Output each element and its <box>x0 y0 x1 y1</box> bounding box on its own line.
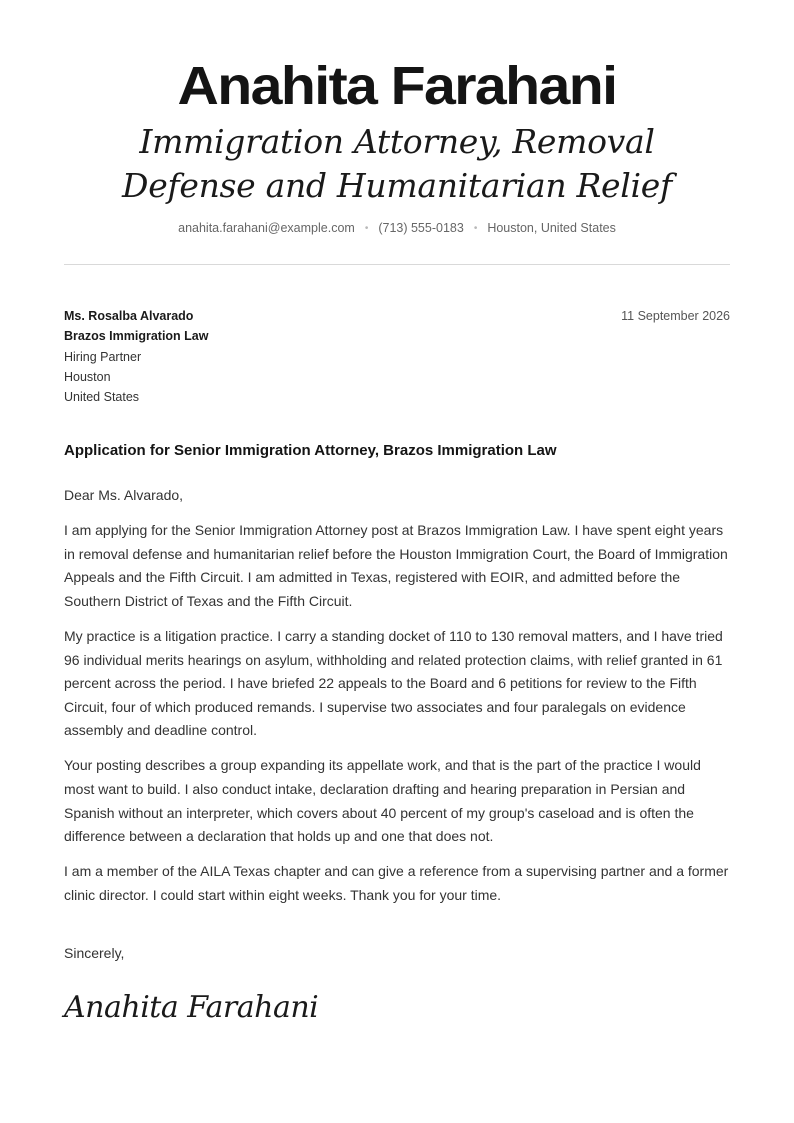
applicant-title: Immigration Attorney, Removal Defense and Humanitarian Relief <box>122 122 672 205</box>
body-paragraph: Your posting describes a group expanding its appellate work, and that is the part of the practice I would most want to build. I also conduct intake, declaration drafting and hearing preparation in Persian and Spanish without an interpreter, which covers about 40 percent of my group's caseload and is often the difference between a declaration that holds up and one that does not. <box>64 757 701 845</box>
signature: Anahita Farahani <box>64 990 319 1025</box>
letter-subject: Application for Senior Immigration Attorney, Brazos Immigration Law <box>64 442 557 459</box>
closing: Sincerely, <box>64 945 125 961</box>
contact-location: Houston, United States <box>487 221 616 235</box>
contact-line <box>0 221 794 235</box>
separator-dot: • <box>473 222 478 234</box>
letter-header <box>0 56 794 235</box>
header-divider <box>64 264 730 265</box>
recipient-city: Houston <box>64 369 111 384</box>
contact-phone[interactable]: (713) 555-0183 <box>378 221 464 235</box>
body-paragraph: I am applying for the Senior Immigration Attorney post at Brazos Immigration Law. I have spent eight years in removal defense and humanitarian relief before the Houston Immigration Court, the Board of Immigration Appeals and the Fifth Circuit. I am admitted in Texas, registered with EOIR, and admitted before the Southern District of Texas and the Fifth Circuit. <box>64 522 728 609</box>
body-paragraph: My practice is a litigation practice. I carry a standing docket of 110 to 130 removal matters, and I have tried 96 individual merits hearings on asylum, withholding and related protection claims, with relief granted in 61 percent across the period. I have briefed 22 appeals to the Board and 6 petitions for review to the Fifth Circuit, four of which produced remands. I supervise two associates and four paralegals on evidence assembly and deadline control. <box>64 627 723 739</box>
letter-body <box>64 484 732 919</box>
salutation: Dear Ms. Alvarado, <box>64 487 184 503</box>
applicant-name: Anahita Farahani <box>177 56 617 116</box>
recipient-country: United States <box>64 390 140 405</box>
contact-email[interactable]: anahita.farahani@example.com <box>178 221 355 235</box>
recipient-role: Hiring Partner <box>64 349 142 364</box>
recipient-block <box>64 306 208 407</box>
recipient-company: Brazos Immigration Law <box>64 329 209 344</box>
letter-date: 11 September 2026 <box>621 309 730 323</box>
recipient-name: Ms. Rosalba Alvarado <box>64 309 194 323</box>
body-paragraph: I am a member of the AILA Texas chapter and can give a reference from a supervising partner and a former clinic director. I could start within eight weeks. Thank you for your time. <box>64 863 729 903</box>
separator-dot: • <box>364 222 369 234</box>
